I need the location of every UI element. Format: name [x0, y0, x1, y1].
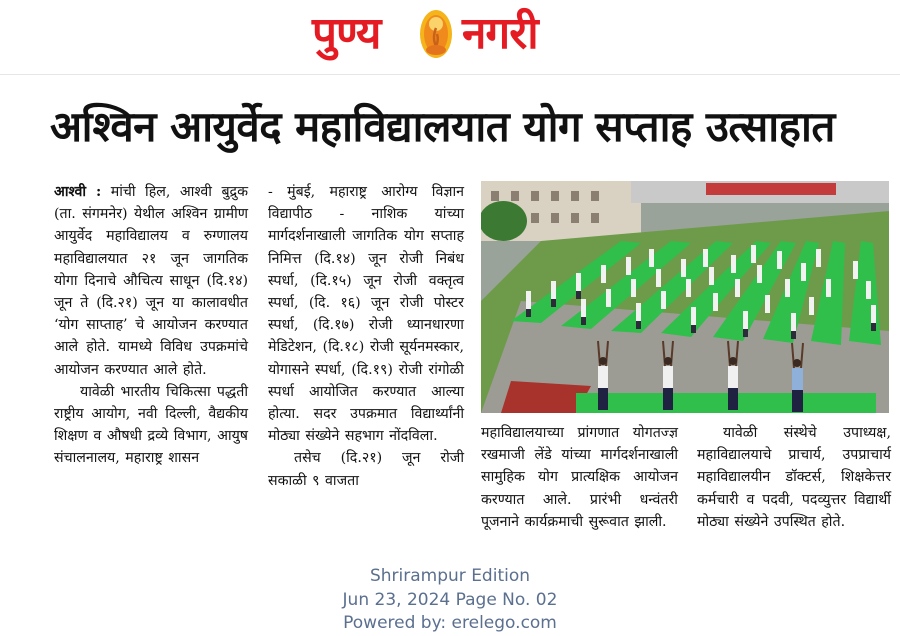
column-1-paragraph-2: यावेळी भारतीय चिकित्सा पद्धती राष्ट्रीय आयोग, नवी दिल्ली, वैद्यकीय शिक्षण व औषधी द्रव्ये विभाग, आयुष संचालनालय, महाराष्ट्र शासन [54, 383, 248, 467]
article-column-2 [268, 181, 464, 492]
article-column-3 [481, 422, 678, 533]
masthead-title-left: पुण्य [312, 8, 381, 59]
masthead-divider [0, 74, 900, 75]
date-page-label: Jun 23, 2024 Page No. 02 [342, 590, 558, 610]
column-2-paragraph-2: तसेच (दि.२१) जून रोजी सकाळी ९ वाजता [268, 450, 464, 489]
article-headline: अश्विन आयुर्वेद महाविद्यालयात योग सप्ताह उत्साहात [50, 102, 835, 151]
article-column-1 [54, 181, 248, 470]
masthead-title-right: नगरी [462, 8, 538, 59]
column-3-paragraph-1: महाविद्यालयाच्या प्रांगणात योगतज्ज्ञ रखमाजी लेंडे यांच्या मार्गदर्शनाखाली सामुहिक योग प्रात्यक्षिक आयोजन करण्यात आले. प्रारंभी धन्वंतरी पूजनाने कार्यक्रमाची सुरूवात झाली. [481, 425, 678, 530]
masthead [0, 0, 900, 70]
ganesha-logo-icon [416, 4, 456, 62]
column-1-paragraph-1: मांची हिल, आश्वी बुद्रुक (ता. संगमनेर) येथील अश्विन ग्रामीण आयुर्वेद महाविद्यालय व रुग्णालय महाविद्यालयात २१ जून जागतिक योगा दिनाचे औचित्य साधून (दि.१४) जून ते (दि.२१) जून या कालावधीत ‘योग साप्ताह’ चे आयोजन करण्यात आले होते. यामध्ये विविध उपक्रमांचे आयोजन करण्यात आले होते. [54, 184, 248, 378]
yoga-event-photo [481, 181, 889, 413]
dateline: आश्वी : [54, 184, 102, 200]
article-column-4 [697, 422, 891, 533]
column-4-paragraph-1: यावेळी संस्थेचे उपाध्यक्ष, महाविद्यालयाचे प्राचार्य, उपप्राचार्य महाविद्यालयीन डॉक्टर्स, शिक्षकेत्तर कर्मचारी व पदवी, पदव्युत्तर विद्यार्थी मोठ्या संख्येने उपस्थित होते. [697, 425, 891, 530]
edition-label: Shrirampur Edition [369, 566, 531, 586]
column-2-paragraph-1: - मुंबई, महाराष्ट्र आरोग्य विज्ञान विद्यापीठ - नाशिक यांच्या मार्गदर्शनाखाली जागतिक योग सप्ताह निमित्त (दि.१४) जून रोजी निबंध स्पर्धा, (दि.१५) जून रोजी वक्तृत्व स्पर्धा, (दि. १६) जून रोजी पोस्टर स्पर्धा, (दि.१७) रोजी ध्यानधारणा मेडिटेशन, (दि.१८) रोजी सूर्यनमस्कार, योगासने स्पर्धा, (दि.१९) रोजी रांगोळी स्पर्धा आयोजित करण्यात आल्या होत्या. सदर उपक्रमात विद्यार्थ्यांनी मोठ्या संख्येने सहभाग नोंदविला. [268, 184, 464, 445]
powered-by-link[interactable]: Powered by: erelego.com [343, 613, 557, 633]
